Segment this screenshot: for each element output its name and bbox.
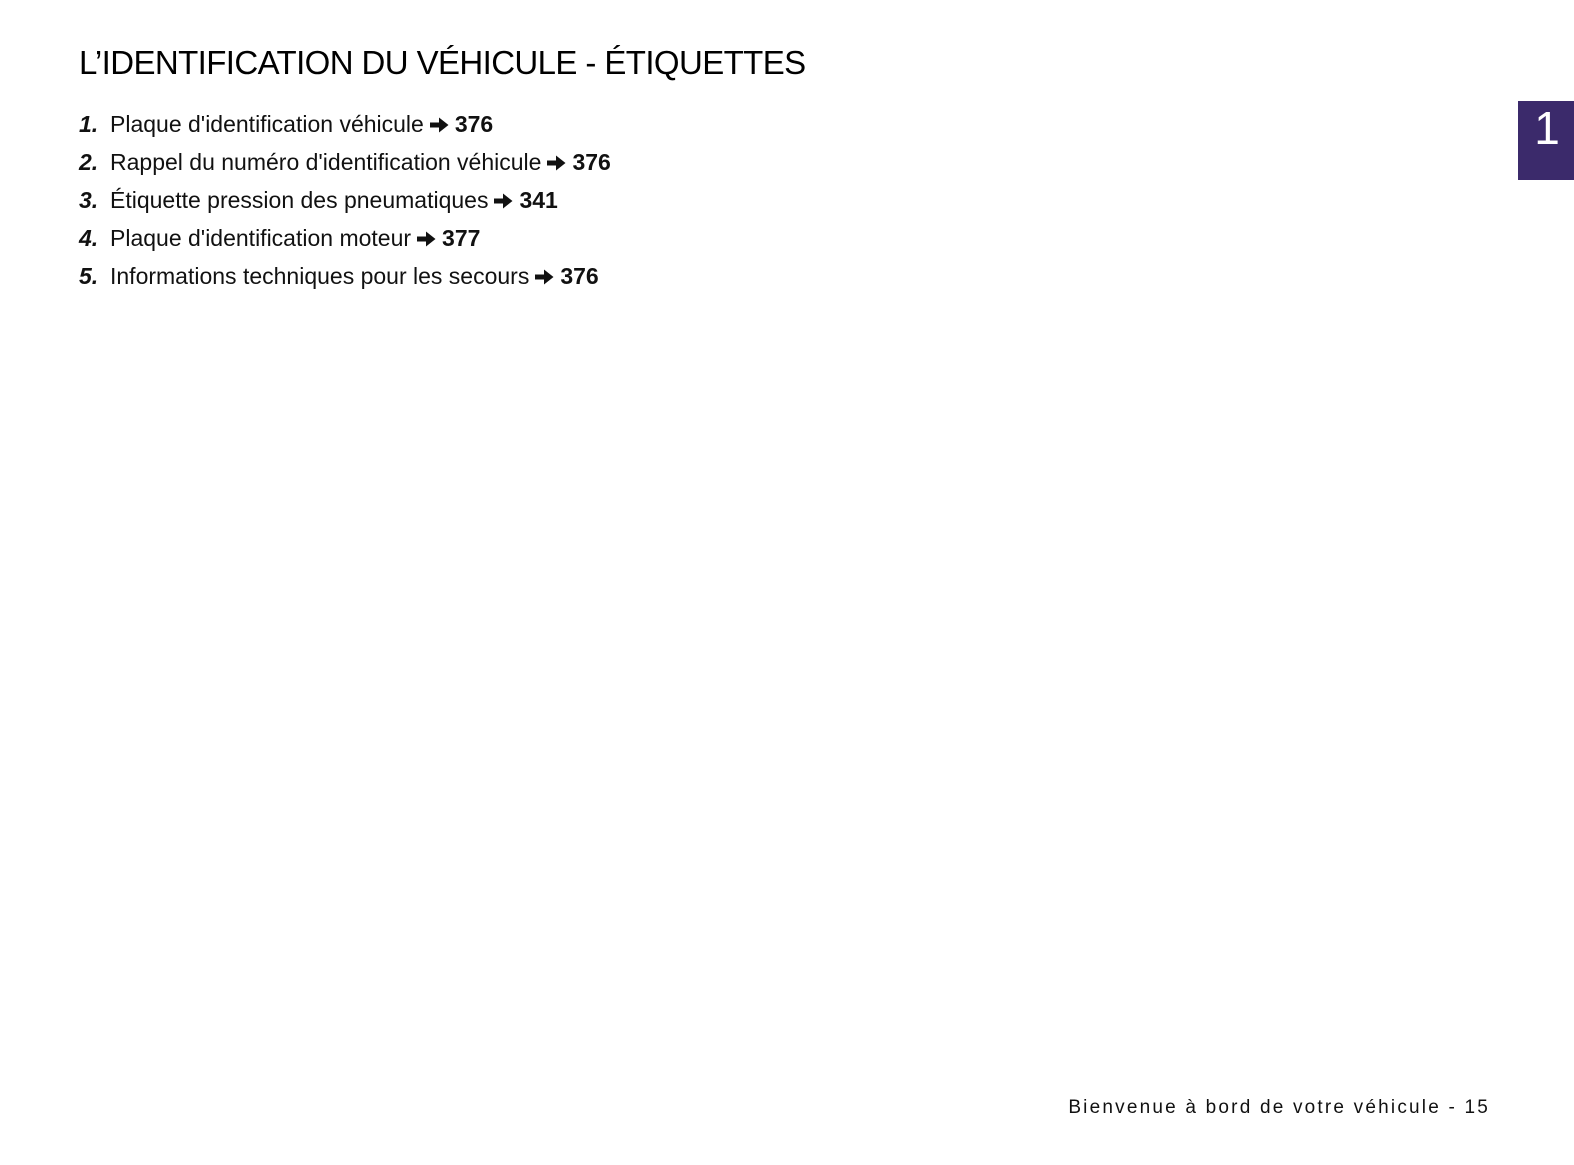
item-label: Rappel du numéro d'identification véhicule [110,149,542,175]
item-number: 5. [79,263,99,289]
item-page-link[interactable]: 377 [442,225,481,251]
list-item [79,181,611,219]
reference-list [79,105,611,295]
item-number: 3. [79,187,99,213]
item-label: Informations techniques pour les secours [110,263,530,289]
item-page-link[interactable]: 376 [560,263,599,289]
item-page-link[interactable]: 376 [572,149,611,175]
arrow-right-icon [535,269,554,285]
arrow-right-icon [494,193,513,209]
page-footer: Bienvenue à bord de votre véhicule - 15 [1068,1097,1490,1118]
list-item [79,105,611,143]
arrow-right-icon [547,155,566,171]
arrow-right-icon [417,231,436,247]
arrow-right-icon [430,117,449,133]
list-item [79,219,611,257]
page-title: L’IDENTIFICATION DU VÉHICULE - ÉTIQUETTES [79,44,806,81]
item-page-link[interactable]: 341 [519,187,558,213]
item-page-link[interactable]: 376 [454,111,494,137]
item-number: 4. [79,225,99,251]
item-label: Étiquette pression des pneumatiques [110,187,489,213]
item-label: Plaque d'identification véhicule [110,111,424,137]
list-item [79,257,611,295]
item-number: 1. [79,111,99,137]
item-number: 2. [79,149,99,175]
chapter-tab[interactable]: 1 [1518,101,1574,180]
item-label: Plaque d'identification moteur [110,225,412,251]
list-item [79,143,611,181]
